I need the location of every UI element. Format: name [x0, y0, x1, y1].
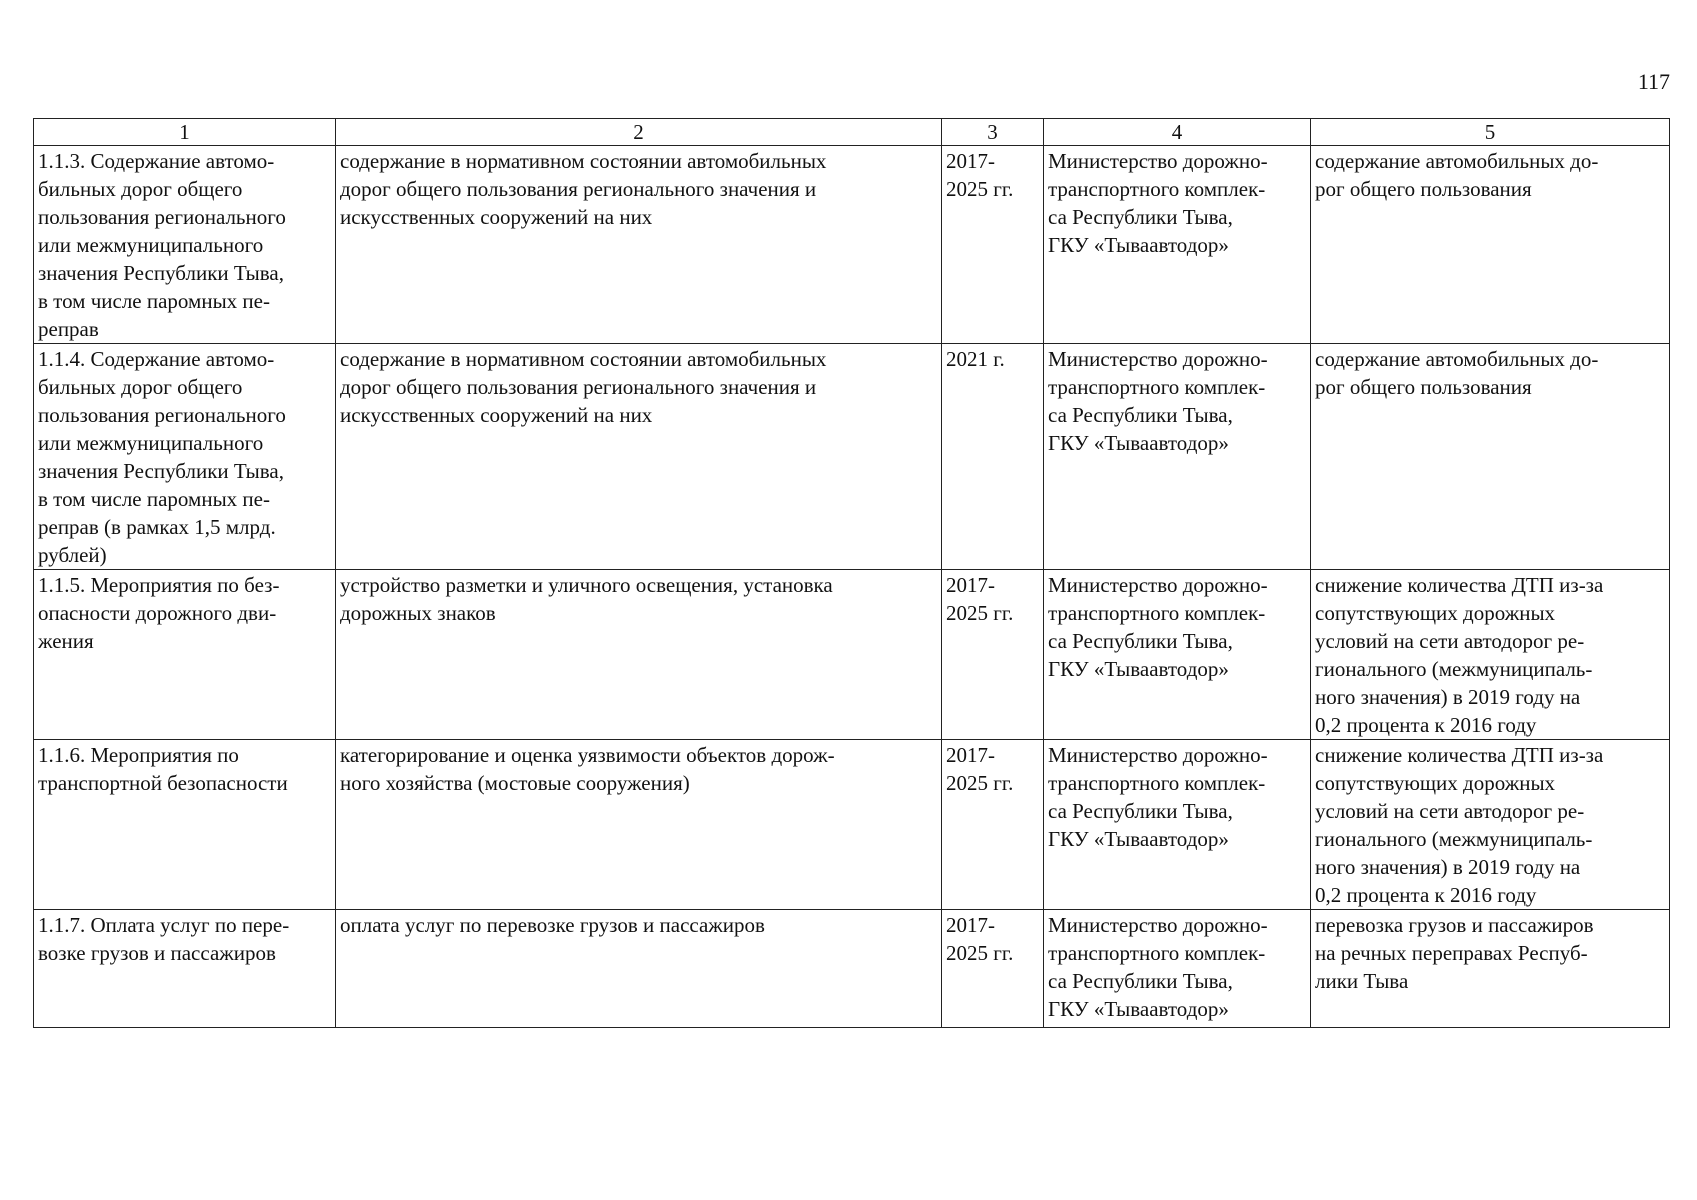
measure-content: оплата услуг по перевозке грузов и пассажиров: [340, 913, 765, 937]
table-row: [34, 344, 1670, 570]
period-cell: [942, 570, 1044, 740]
executor-cell: [1044, 146, 1311, 344]
result-cell: [1311, 146, 1670, 344]
period: 2021 г.: [946, 347, 1005, 371]
period: 2017- 2025 гг.: [946, 573, 1014, 625]
expected-result: снижение количества ДТП из-за сопутствующих дорожных условий на сети автодорог ре- гионального (межмуниципаль- ного значения) в 2019 году на 0,2 процента к 2016 году: [1315, 743, 1604, 907]
column-header-3: 3: [942, 119, 1044, 146]
period: 2017- 2025 гг.: [946, 913, 1014, 965]
executor-cell: [1044, 570, 1311, 740]
measure-name-cell: [34, 344, 336, 570]
table-header-row: [34, 119, 1670, 146]
measure-content-cell: [336, 910, 942, 1028]
period-cell: [942, 740, 1044, 910]
table-row: [34, 910, 1670, 1028]
measure-name: 1.1.4. Содержание автомо- бильных дорог общего пользования регионального или межмуниципального значения Республики Тыва, в том числе паромных пе- реправ (в рамках 1,5 млрд. рублей): [38, 347, 286, 567]
executor-cell: [1044, 740, 1311, 910]
executor: Министерство дорожно- транспортного комплек- са Республики Тыва, ГКУ «Тываавтодор»: [1048, 573, 1268, 681]
page-number: 117: [1637, 69, 1670, 94]
period: 2017- 2025 гг.: [946, 743, 1014, 795]
column-header-5: 5: [1311, 119, 1670, 146]
measure-content-cell: [336, 740, 942, 910]
period: 2017- 2025 гг.: [946, 149, 1014, 201]
measure-name: 1.1.6. Мероприятия по транспортной безопасности: [38, 743, 288, 795]
executor: Министерство дорожно- транспортного комплек- са Республики Тыва, ГКУ «Тываавтодор»: [1048, 347, 1268, 455]
expected-result: перевозка грузов и пассажиров на речных переправах Респуб- лики Тыва: [1315, 913, 1594, 993]
executor-cell: [1044, 910, 1311, 1028]
table-row: [34, 570, 1670, 740]
measure-name: 1.1.3. Содержание автомо- бильных дорог общего пользования регионального или межмуниципального значения Республики Тыва, в том числе паромных пе- реправ: [38, 149, 286, 341]
measure-name-cell: [34, 910, 336, 1028]
result-cell: [1311, 344, 1670, 570]
measure-content-cell: [336, 570, 942, 740]
column-header-2: 2: [336, 119, 942, 146]
measure-name-cell: [34, 740, 336, 910]
measure-content: категорирование и оценка уязвимости объектов дорож- ного хозяйства (мостовые сооружения): [340, 743, 835, 795]
measure-name: 1.1.7. Оплата услуг по пере- возке грузов и пассажиров: [38, 913, 290, 965]
executor: Министерство дорожно- транспортного комплек- са Республики Тыва, ГКУ «Тываавтодор»: [1048, 149, 1268, 257]
measure-name: 1.1.5. Мероприятия по без- опасности дорожного дви- жения: [38, 573, 280, 653]
result-cell: [1311, 570, 1670, 740]
expected-result: снижение количества ДТП из-за сопутствующих дорожных условий на сети автодорог ре- гионального (межмуниципаль- ного значения) в 2019 году на 0,2 процента к 2016 году: [1315, 573, 1604, 737]
measure-name-cell: [34, 146, 336, 344]
measure-content-cell: [336, 344, 942, 570]
measure-content: содержание в нормативном состоянии автомобильных дорог общего пользования регионального значения и искусственных сооружений на них: [340, 347, 827, 427]
measure-content-cell: [336, 146, 942, 344]
table-row: [34, 146, 1670, 344]
executor: Министерство дорожно- транспортного комплек- са Республики Тыва, ГКУ «Тываавтодор»: [1048, 743, 1268, 851]
table-row: [34, 740, 1670, 910]
period-cell: [942, 344, 1044, 570]
measure-content: устройство разметки и уличного освещения, установка дорожных знаков: [340, 573, 833, 625]
expected-result: содержание автомобильных до- рог общего пользования: [1315, 347, 1599, 399]
result-cell: [1311, 910, 1670, 1028]
result-cell: [1311, 740, 1670, 910]
column-header-4: 4: [1044, 119, 1311, 146]
period-cell: [942, 146, 1044, 344]
executor-cell: [1044, 344, 1311, 570]
expected-result: содержание автомобильных до- рог общего пользования: [1315, 149, 1599, 201]
period-cell: [942, 910, 1044, 1028]
measure-content: содержание в нормативном состоянии автомобильных дорог общего пользования регионального значения и искусственных сооружений на них: [340, 149, 827, 229]
executor: Министерство дорожно- транспортного комплек- са Республики Тыва, ГКУ «Тываавтодор»: [1048, 913, 1268, 1021]
measures-table: [33, 118, 1670, 1028]
column-header-1: 1: [34, 119, 336, 146]
measure-name-cell: [34, 570, 336, 740]
